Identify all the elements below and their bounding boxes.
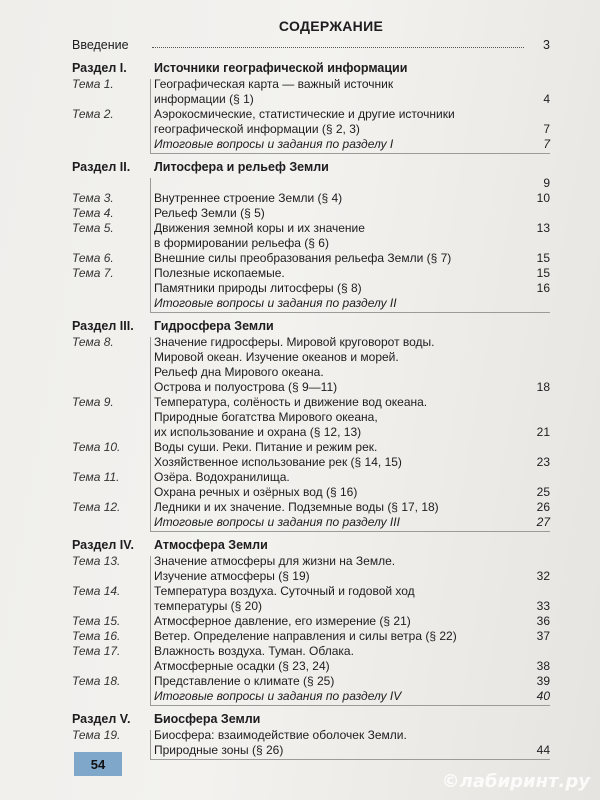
topic-text: Значение гидросферы. Мировой круговорот воды. <box>154 335 435 349</box>
topic-page: 16 <box>536 281 550 295</box>
topic-line <box>154 554 550 569</box>
section-heading <box>72 710 550 728</box>
topic-text: Воды суши. Реки. Питание и режим рек. <box>154 440 378 454</box>
intro-page: 3 <box>543 38 550 52</box>
topic-text: Охрана речных и озёрных вод (§ 16) <box>154 485 358 499</box>
watermark-logo: ©лабиринт.ру <box>441 771 590 792</box>
topic-line <box>154 122 550 137</box>
topic-text: Рельеф дна Мирового океана. <box>154 365 324 379</box>
topic-line <box>154 107 550 122</box>
topic-label: Тема 6. <box>72 251 114 265</box>
page-title: СОДЕРЖАНИЕ <box>278 18 384 34</box>
topic-line <box>154 743 550 758</box>
topic-page: 15 <box>536 251 550 265</box>
topic-page <box>524 584 550 599</box>
topic-entry <box>72 335 550 395</box>
topic-page: 9 <box>543 176 550 190</box>
topic-line <box>154 296 550 311</box>
topic-text: Изучение атмосферы (§ 19) <box>154 569 310 583</box>
topic-text: Температура воздуха. Суточный и годовой ход <box>154 584 415 598</box>
topic-entry <box>72 107 550 152</box>
intro-label: Введение <box>72 38 129 52</box>
toc-section <box>72 317 550 530</box>
topic-line <box>154 455 550 470</box>
topic-line <box>154 728 550 743</box>
topic-label: Тема 13. <box>72 554 121 568</box>
section-heading <box>72 158 550 176</box>
topic-line <box>154 380 550 395</box>
topic-page <box>524 554 550 569</box>
topic-entry <box>72 644 550 674</box>
topic-label: Тема 14. <box>72 584 121 598</box>
table-of-contents <box>72 18 550 764</box>
topic-page: 21 <box>536 425 550 439</box>
topic-line <box>154 515 550 530</box>
topic-line <box>154 629 550 644</box>
topic-page: 40 <box>536 689 550 703</box>
topic-label: Тема 10. <box>72 440 121 454</box>
topic-page: 7 <box>543 137 550 151</box>
section-title: Литосфера и рельеф Земли <box>154 160 329 174</box>
page-number-badge: 54 <box>74 752 122 776</box>
topic-line <box>154 410 550 425</box>
topic-text: температуры (§ 20) <box>154 599 263 613</box>
topic-page: 27 <box>536 515 550 529</box>
section-heading <box>72 59 550 77</box>
topic-line <box>154 500 550 515</box>
topic-page <box>524 236 550 251</box>
topic-entry <box>72 77 550 107</box>
topic-line <box>154 485 550 500</box>
topic-page: 10 <box>536 191 550 205</box>
topic-page: 37 <box>536 629 550 643</box>
topic-label: Тема 3. <box>72 191 114 205</box>
topic-label: Тема 5. <box>72 221 114 235</box>
intro-entry <box>72 36 550 52</box>
section-number: Раздел IV. <box>72 538 134 552</box>
topic-line <box>154 137 550 152</box>
topic-page: 4 <box>543 92 550 106</box>
topic-label: Тема 4. <box>72 206 114 220</box>
topic-page <box>524 335 550 350</box>
topic-entry <box>72 266 550 311</box>
topic-page: 7 <box>543 122 550 136</box>
topic-line <box>154 644 550 659</box>
topic-page <box>524 470 550 485</box>
topic-text: Биосфера: взаимодействие оболочек Земли. <box>154 728 407 742</box>
topic-entry <box>72 554 550 584</box>
topic-label: Тема 16. <box>72 629 121 643</box>
topic-line <box>154 365 550 380</box>
topic-page <box>524 410 550 425</box>
topic-line <box>154 395 550 410</box>
topic-text: Итоговые вопросы и задания по разделу II <box>154 296 397 310</box>
topic-text: Озёра. Водохранилища. <box>154 470 290 484</box>
section-heading <box>72 317 550 335</box>
topic-text: Представление о климате (§ 25) <box>154 674 335 688</box>
topic-page <box>524 395 550 410</box>
topic-line <box>154 335 550 350</box>
topic-line <box>154 689 550 704</box>
topic-text: Памятники природы литосферы (§ 8) <box>154 281 362 295</box>
topic-line <box>154 569 550 584</box>
section-title: Гидросфера Земли <box>154 319 274 333</box>
topic-text: Аэрокосмические, статистические и другие источники <box>154 107 455 121</box>
topic-page: 38 <box>536 659 550 673</box>
topic-text: географической информации (§ 2, 3) <box>154 122 360 136</box>
section-number: Раздел III. <box>72 319 134 333</box>
topic-text: Движения земной коры и их значение <box>154 221 365 235</box>
topic-entry <box>72 440 550 470</box>
topic-page: 25 <box>536 485 550 499</box>
toc-section <box>72 158 550 311</box>
topic-text: Итоговые вопросы и задания по разделу III <box>154 515 400 529</box>
topic-line <box>154 659 550 674</box>
topic-line <box>154 281 550 296</box>
topic-label: Тема 9. <box>72 395 114 409</box>
section-title: Биосфера Земли <box>154 712 261 726</box>
section-title: Источники географической информации <box>154 61 408 75</box>
toc-section <box>72 536 550 704</box>
topic-text: Атмосферное давление, его измерение (§ 21) <box>154 614 411 628</box>
topic-line <box>154 440 550 455</box>
topic-text: Природные зоны (§ 26) <box>154 743 284 757</box>
topic-page: 32 <box>536 569 550 583</box>
topic-page <box>524 77 550 92</box>
topic-label: Тема 1. <box>72 77 114 91</box>
topic-line <box>154 425 550 440</box>
topic-page: 44 <box>536 743 550 757</box>
topic-page: 33 <box>536 599 550 613</box>
section-number: Раздел I. <box>72 61 127 75</box>
topic-line <box>154 614 550 629</box>
topic-line <box>154 584 550 599</box>
topic-entry <box>72 176 550 191</box>
topic-text: Температура, солёность и движение вод океана. <box>154 395 428 409</box>
topic-entry <box>72 629 550 644</box>
topic-text: Атмосферные осадки (§ 23, 24) <box>154 659 330 673</box>
topic-label: Тема 19. <box>72 728 121 742</box>
topic-line <box>154 236 550 251</box>
topic-page <box>524 728 550 743</box>
topic-entry <box>72 500 550 530</box>
toc-section <box>72 710 550 758</box>
topic-label <box>72 176 154 191</box>
topic-text: в формировании рельефа (§ 6) <box>154 236 329 250</box>
topic-page: 18 <box>536 380 550 394</box>
topic-entry <box>72 191 550 206</box>
topic-text: Хозяйственное использование рек (§ 14, 15) <box>154 455 402 469</box>
topic-line <box>154 221 550 236</box>
topic-page: 13 <box>536 221 550 235</box>
topic-label: Тема 15. <box>72 614 121 628</box>
topic-entry <box>72 584 550 614</box>
topic-label: Тема 11. <box>72 470 120 484</box>
topic-line <box>154 350 550 365</box>
toc-section <box>72 59 550 152</box>
topic-text: Географическая карта — важный источник <box>154 77 394 91</box>
topic-text: информации (§ 1) <box>154 92 254 106</box>
topic-page <box>524 365 550 380</box>
section-number: Раздел II. <box>72 160 131 174</box>
topic-page <box>524 296 550 311</box>
topic-label: Тема 7. <box>72 266 114 280</box>
dot-leader <box>152 47 524 48</box>
topic-label: Тема 18. <box>72 674 121 688</box>
topic-text: Итоговые вопросы и задания по разделу I <box>154 137 394 151</box>
topic-line <box>154 251 550 266</box>
topic-line <box>154 191 550 206</box>
topic-entry <box>72 470 550 500</box>
topic-text: Внутреннее строение Земли (§ 4) <box>154 191 343 205</box>
section-number: Раздел V. <box>72 712 131 726</box>
topic-page: 26 <box>536 500 550 514</box>
topic-text: Полезные ископаемые. <box>154 266 285 280</box>
topic-page <box>524 107 550 122</box>
topic-text: Внешние силы преобразования рельефа Земли (§ 7) <box>154 251 452 265</box>
topic-line <box>154 470 550 485</box>
topic-page: 36 <box>536 614 550 628</box>
section-title: Атмосфера Земли <box>154 538 268 552</box>
topic-text: Ледники и их значение. Подземные воды (§ 17, 18) <box>154 500 439 514</box>
topic-text: Ветер. Определение направления и силы ветра (§ 22) <box>154 629 457 643</box>
topic-entry <box>72 614 550 629</box>
topic-label: Тема 17. <box>72 644 121 658</box>
topic-page: 23 <box>536 455 550 469</box>
topic-line <box>154 674 550 689</box>
sections-list <box>72 59 550 758</box>
topic-text: Влажность воздуха. Туман. Облака. <box>154 644 354 658</box>
section-heading <box>72 536 550 554</box>
topic-text: их использование и охрана (§ 12, 13) <box>154 425 362 439</box>
topic-page: 15 <box>536 266 550 280</box>
topic-entry <box>72 674 550 704</box>
topic-line <box>154 599 550 614</box>
topic-line <box>154 266 550 281</box>
topic-label: Тема 12. <box>72 500 121 514</box>
topic-entry <box>72 728 550 758</box>
topic-page <box>524 440 550 455</box>
topic-text: Рельеф Земли (§ 5) <box>154 206 265 220</box>
topic-text: Итоговые вопросы и задания по разделу IV <box>154 689 402 703</box>
topic-page <box>524 644 550 659</box>
topic-label: Тема 2. <box>72 107 114 121</box>
topic-line <box>154 206 550 221</box>
topic-page <box>524 206 550 221</box>
topic-page: 39 <box>536 674 550 688</box>
topic-text: Значение атмосферы для жизни на Земле. <box>154 554 396 568</box>
topic-line <box>154 92 550 107</box>
topic-page <box>524 350 550 365</box>
topic-line <box>154 77 550 92</box>
topic-label: Тема 8. <box>72 335 114 349</box>
topic-text: Природные богатства Мирового океана, <box>154 410 378 424</box>
topic-entry <box>72 206 550 221</box>
topic-line <box>154 176 550 191</box>
topic-entry <box>72 221 550 251</box>
topic-entry <box>72 395 550 440</box>
topic-entry <box>72 251 550 266</box>
topic-text: Мировой океан. Изучение океанов и морей. <box>154 350 399 364</box>
topic-text: Острова и полуострова (§ 9—11) <box>154 380 338 394</box>
